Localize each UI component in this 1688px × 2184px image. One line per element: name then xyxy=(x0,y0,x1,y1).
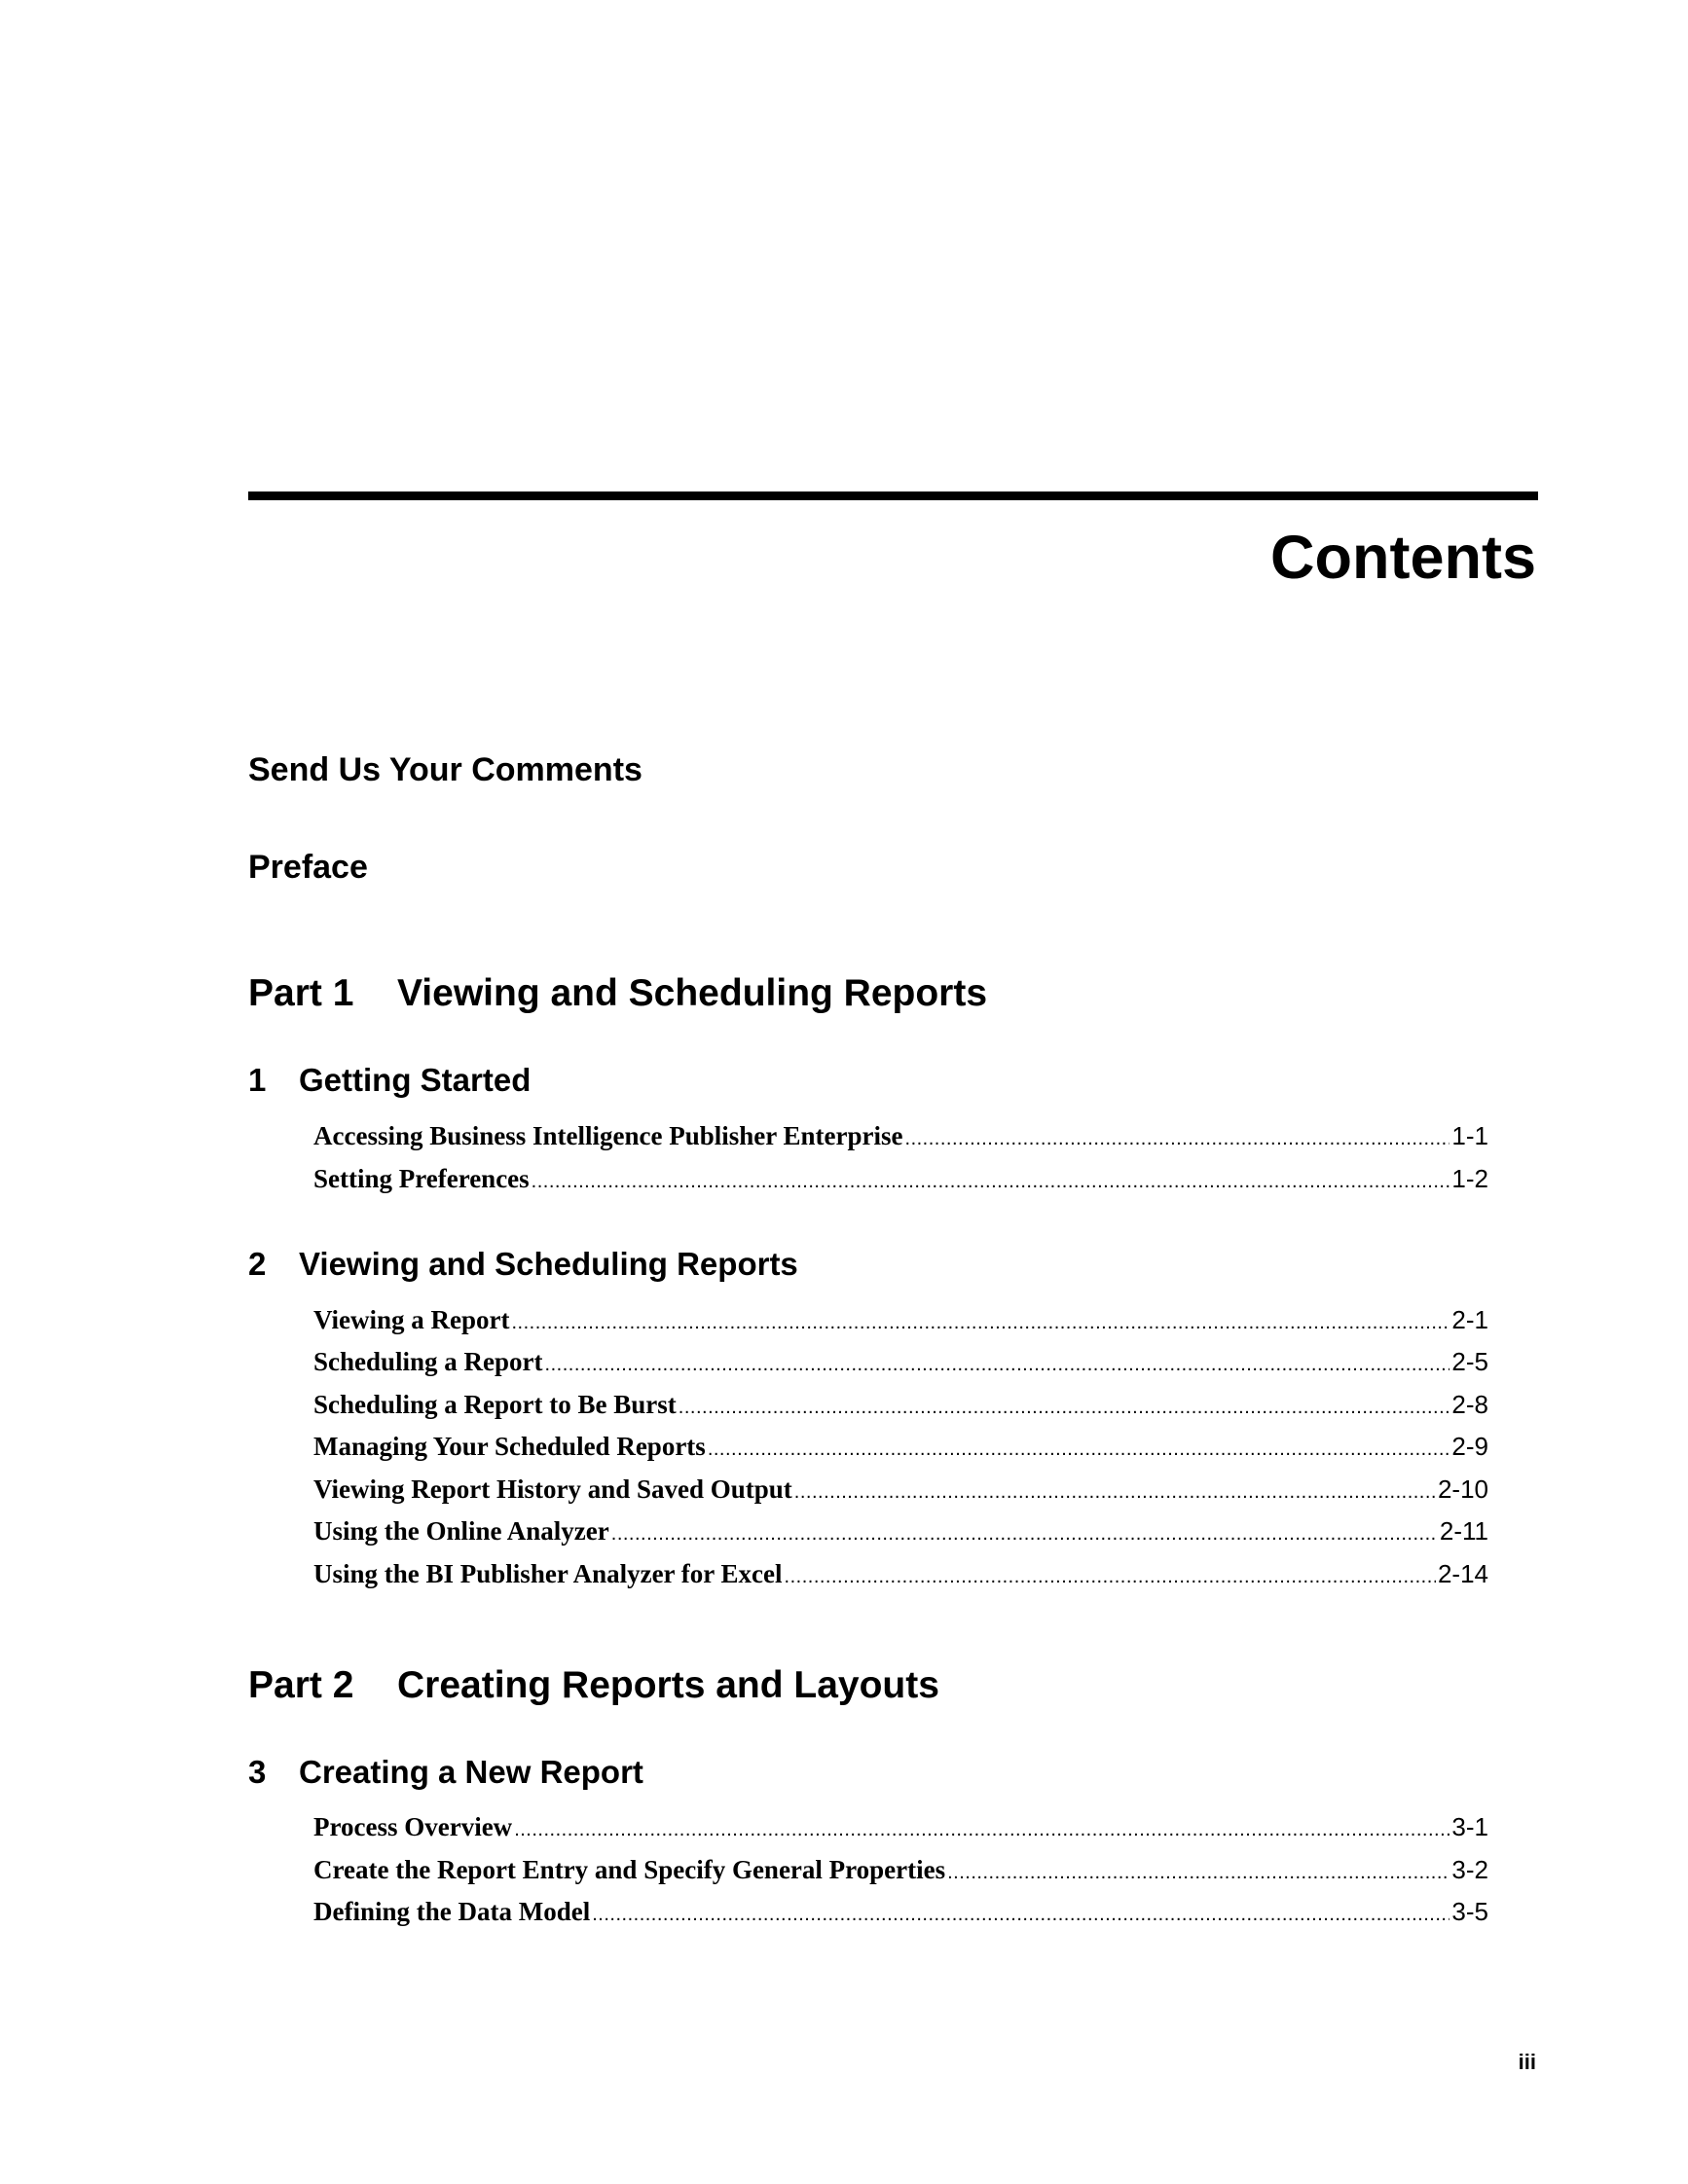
toc-entry[interactable] xyxy=(313,1470,1488,1509)
dot-leader xyxy=(545,1354,1450,1376)
dot-leader xyxy=(947,1862,1449,1884)
part-number: Part 1 xyxy=(248,972,354,1014)
toc-entry[interactable] xyxy=(313,1385,1488,1424)
entry-page: 3-2 xyxy=(1451,1855,1488,1884)
page-number: iii xyxy=(1518,2050,1536,2074)
page-title: Contents xyxy=(1270,524,1536,592)
dot-leader xyxy=(794,1481,1436,1504)
dot-leader xyxy=(611,1523,1438,1546)
toc-entry[interactable] xyxy=(313,1554,1488,1593)
toc-preface[interactable]: Preface xyxy=(248,849,368,886)
toc-entry[interactable] xyxy=(313,1300,1488,1339)
toc-chapter-1[interactable] xyxy=(248,1061,531,1100)
entry-label: Viewing Report History and Saved Output xyxy=(313,1474,792,1504)
entry-label: Defining the Data Model xyxy=(313,1897,591,1926)
toc-send-us-your-comments[interactable]: Send Us Your Comments xyxy=(248,751,642,788)
dot-leader xyxy=(532,1171,1450,1193)
entry-page: 2-14 xyxy=(1437,1559,1488,1588)
toc-entry[interactable] xyxy=(313,1427,1488,1466)
toc-entry[interactable] xyxy=(313,1807,1488,1846)
chapter-title: Viewing and Scheduling Reports xyxy=(299,1246,798,1282)
entry-page: 1-1 xyxy=(1451,1121,1488,1150)
toc-entry[interactable] xyxy=(313,1511,1488,1550)
chapter-title: Creating a New Report xyxy=(299,1754,643,1790)
chapter-title: Getting Started xyxy=(299,1062,532,1098)
part-title: Creating Reports and Layouts xyxy=(397,1664,939,1706)
chapter-number: 2 xyxy=(248,1246,267,1282)
entry-page: 2-8 xyxy=(1451,1390,1488,1419)
entry-page: 3-1 xyxy=(1451,1812,1488,1841)
dot-leader xyxy=(708,1438,1450,1461)
toc-entry[interactable] xyxy=(313,1159,1488,1198)
entry-label: Scheduling a Report xyxy=(313,1347,543,1376)
entry-page: 2-10 xyxy=(1437,1474,1488,1504)
entry-label: Process Overview xyxy=(313,1812,513,1841)
dot-leader xyxy=(679,1397,1450,1419)
entry-label: Viewing a Report xyxy=(313,1305,510,1334)
chapter-number: 1 xyxy=(248,1062,267,1098)
entry-label: Scheduling a Report to Be Burst xyxy=(313,1390,677,1419)
entry-page: 3-5 xyxy=(1451,1897,1488,1926)
toc-entry[interactable] xyxy=(313,1892,1488,1931)
entry-page: 2-5 xyxy=(1451,1347,1488,1376)
toc-part-1[interactable] xyxy=(248,971,987,1016)
entry-label: Using the BI Publisher Analyzer for Excel xyxy=(313,1559,783,1588)
entry-label: Using the Online Analyzer xyxy=(313,1516,609,1546)
toc-chapter-2[interactable] xyxy=(248,1245,798,1284)
toc-entry[interactable] xyxy=(313,1342,1488,1381)
entry-label: Accessing Business Intelligence Publisher Enterprise xyxy=(313,1121,903,1150)
part-number: Part 2 xyxy=(248,1664,354,1706)
dot-leader xyxy=(514,1819,1449,1841)
toc-chapter-3[interactable] xyxy=(248,1753,643,1792)
entry-page: 2-1 xyxy=(1451,1305,1488,1334)
entry-page: 2-11 xyxy=(1439,1516,1488,1546)
entry-label: Create the Report Entry and Specify General Properties xyxy=(313,1855,946,1884)
entry-label: Managing Your Scheduled Reports xyxy=(313,1432,706,1461)
toc-entry[interactable] xyxy=(313,1116,1488,1155)
toc-entry[interactable] xyxy=(313,1850,1488,1889)
dot-leader xyxy=(785,1566,1436,1588)
title-rule xyxy=(248,491,1538,500)
chapter-number: 3 xyxy=(248,1754,267,1790)
entry-page: 1-2 xyxy=(1451,1164,1488,1193)
entry-page: 2-9 xyxy=(1451,1432,1488,1461)
toc-part-2[interactable] xyxy=(248,1663,939,1708)
dot-leader xyxy=(511,1312,1449,1334)
dot-leader xyxy=(905,1128,1450,1150)
dot-leader xyxy=(592,1904,1449,1926)
entry-label: Setting Preferences xyxy=(313,1164,530,1193)
part-title: Viewing and Scheduling Reports xyxy=(397,972,988,1014)
